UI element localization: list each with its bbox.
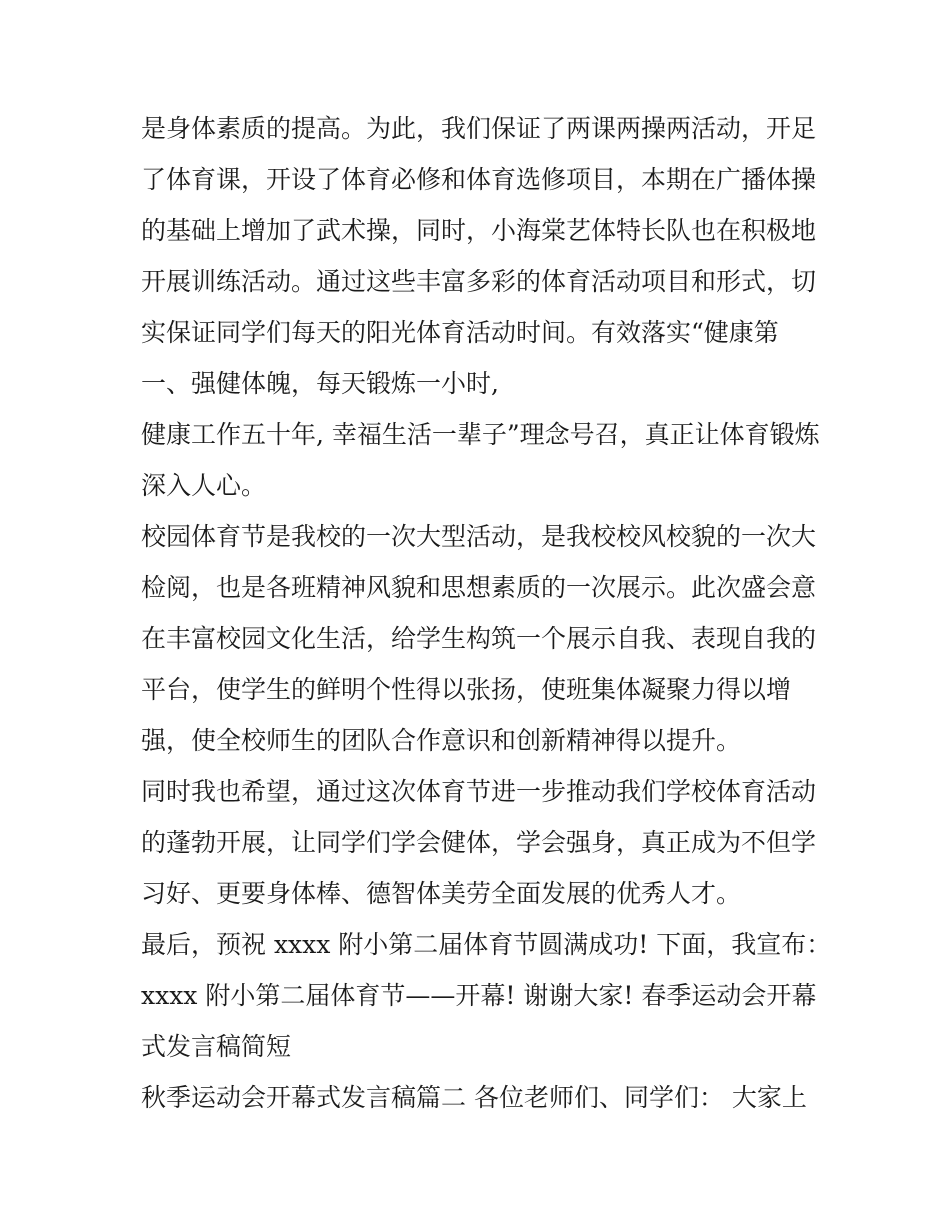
text-line-8: 深入人心。 <box>141 471 267 500</box>
text-line-7: 健康工作五十年, 幸福生活一辈子”理念号召，真正让体育锻炼 <box>141 420 820 449</box>
text-line-19: 式发言稿简短 <box>141 1032 292 1061</box>
text-line-13: 强，使全校师生的团队合作意识和创新精神得以提升。 <box>141 726 742 755</box>
text-line-17: 最后，预祝 xxxx 附小第二届体育节圆满成功! 下面，我宣布： <box>141 930 832 959</box>
text-line-1: 是身体素质的提高。为此，我们保证了两课两操两活动，开足 <box>141 114 817 143</box>
text-line-4: 开展训练活动。通过这些丰富多彩的体育活动项目和形式，切 <box>141 267 817 296</box>
text-line-12: 平台，使学生的鲜明个性得以张扬，使班集体凝聚力得以增 <box>141 675 792 704</box>
text-line-15: 的蓬勃开展，让同学们学会健体，学会强身，真正成为不但学 <box>141 828 817 857</box>
text-line-16: 习好、更要身体棒、德智体美劳全面发展的优秀人才。 <box>141 879 742 908</box>
text-line-10: 检阅，也是各班精神风貌和思想素质的一次展示。此次盛会意 <box>141 573 817 602</box>
text-line-20: 秋季运动会开幕式发言稿篇二 各位老师们、同学们： 大家上 <box>141 1083 807 1112</box>
text-line-18: xxxx 附小第二届体育节——开幕! 谢谢大家! 春季运动会开幕 <box>141 981 817 1010</box>
text-line-11: 在丰富校园文化生活，给学生构筑一个展示自我、表现自我的 <box>141 624 817 653</box>
text-line-6: 一、强健体魄，每天锻炼一小时, <box>141 369 499 398</box>
text-line-5: 实保证同学们每天的阳光体育活动时间。有效落实“健康第 <box>141 318 779 347</box>
document-body <box>141 103 832 1123</box>
text-line-3: 的基础上增加了武术操，同时，小海棠艺体特长队也在积极地 <box>141 216 817 245</box>
text-line-14: 同时我也希望，通过这次体育节进一步推动我们学校体育活动 <box>141 777 817 806</box>
text-line-2: 了体育课，开设了体育必修和体育选修项目，本期在广播体操 <box>141 165 817 194</box>
text-line-9: 校园体育节是我校的一次大型活动，是我校校风校貌的一次大 <box>141 522 817 551</box>
